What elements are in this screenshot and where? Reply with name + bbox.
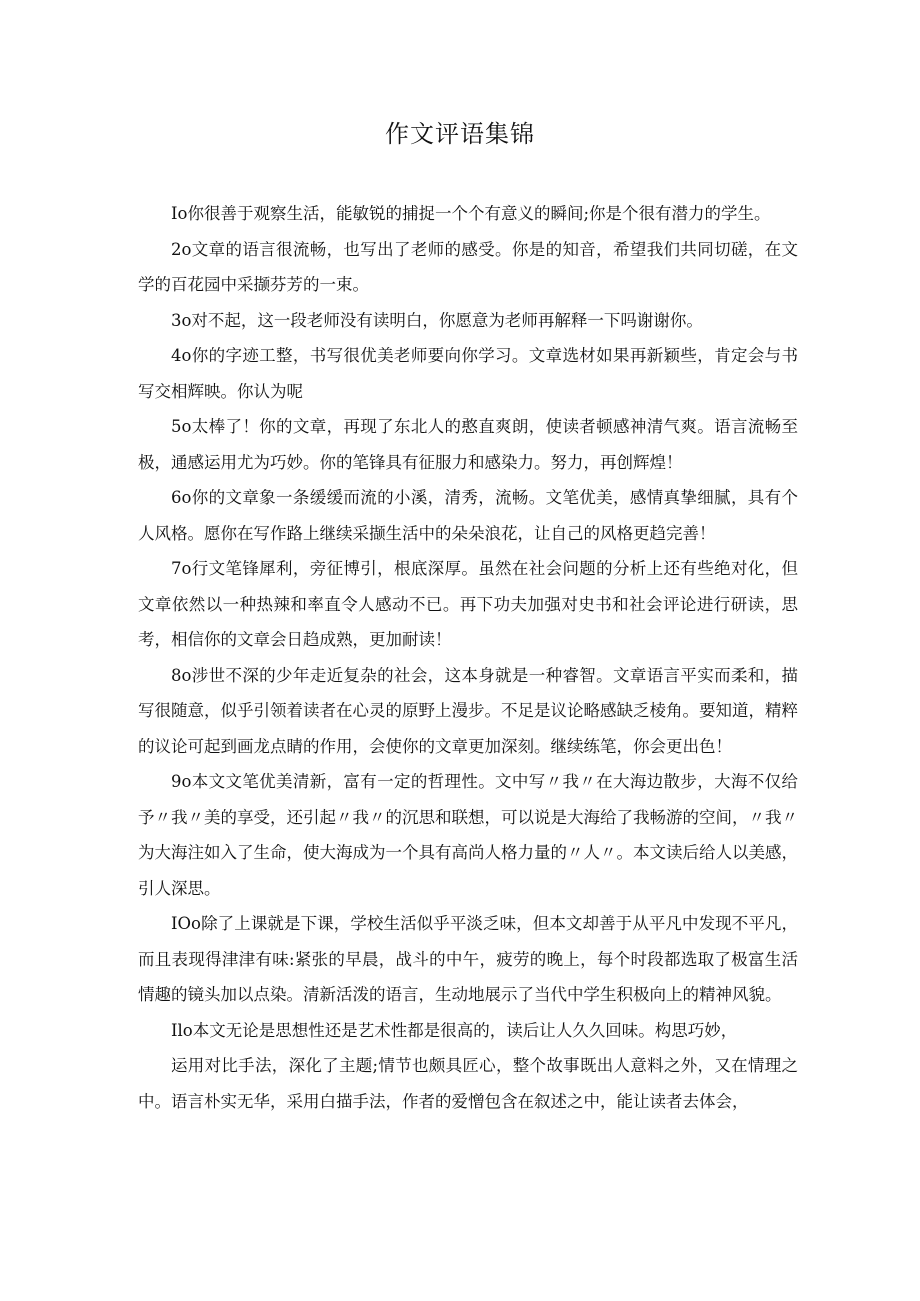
comment-paragraph-10: IOo除了上课就是下课，学校生活似乎平淡乏味，但本文却善于从平凡中发现不平凡，而且表现得津津有味:紧张的早晨，战斗的中午，疲劳的晚上，每个时段都选取了极富生活情趣的镜头加以点染。清新活泼的语言，生动地展示了当代中学生积极向上的精神风貌。 [138,914,798,1004]
comment-paragraph-6: 6o你的文章象一条缓缓而流的小溪，清秀，流畅。文笔优美，感情真挚细腻，具有个人风格。愿你在写作路上继续采撷生活中的朵朵浪花，让自己的风格更趋完善！ [138,488,798,543]
comment-paragraph-5: 5o太棒了！你的文章，再现了东北人的憨直爽朗，使读者顿感神清气爽。语言流畅至极，通感运用尤为巧妙。你的笔锋具有征服力和感染力。努力，再创辉煌！ [138,417,798,472]
comment-paragraph-7: 7o行文笔锋犀利，旁征博引，根底深厚。虽然在社会问题的分析上还有些绝对化，但文章依然以一种热辣和率直令人感动不已。再下功夫加强对史书和社会评论进行研读，思考，相信你的文章会日趋成熟，更加耐读！ [138,559,798,649]
comment-paragraph-3: 3o对不起，这一段老师没有读明白，你愿意为老师再解释一下吗谢谢你。 [171,310,703,330]
comment-paragraph-4: 4o你的字迹工整，书写很优美老师要向你学习。文章选材如果再新颖些，肯定会与书写交相辉映。你认为呢 [138,346,798,401]
document-body [138,196,798,1119]
comment-paragraph-11-continued: 运用对比手法，深化了主题;情节也颇具匠心，整个故事既出人意料之外，又在情理之中。语言朴实无华，采用白描手法，作者的爱憎包含在叙述之中，能让读者去体会， [138,1056,798,1111]
comment-paragraph-11: Ilo本文无论是思想性还是艺术性都是很高的，读后让人久久回味。构思巧妙， [171,1020,738,1040]
comment-paragraph-1: Io你很善于观察生活，能敏锐的捕捉一个个有意义的瞬间;你是个很有潜力的学生。 [171,204,771,223]
comment-paragraph-2: 2o文章的语言很流畅，也写出了老师的感受。你是的知音，希望我们共同切磋，在文学的百花园中采撷芬芳的一束。 [138,239,798,294]
comment-paragraph-9: 9o本文文笔优美清新，富有一定的哲理性。文中写〃我〃在大海边散步，大海不仅给予〃我〃美的享受，还引起〃我〃的沉思和联想，可以说是大海给了我畅游的空间，〃我〃为大海注如入了生命，使大海成为一个具有高尚人格力量的〃人〃。本文读后给人以美感，引人深思。 [138,772,798,898]
comment-paragraph-8: 8o涉世不深的少年走近复杂的社会，这本身就是一种睿智。文章语言平实而柔和，描写很随意，似乎引领着读者在心灵的原野上漫步。不足是议论略感缺乏棱角。要知道，精粹的议论可起到画龙点睛的作用，会使你的文章更加深刻。继续练笔，你会更出色！ [138,665,798,756]
document-title: 作文评语集锦 [385,120,535,148]
